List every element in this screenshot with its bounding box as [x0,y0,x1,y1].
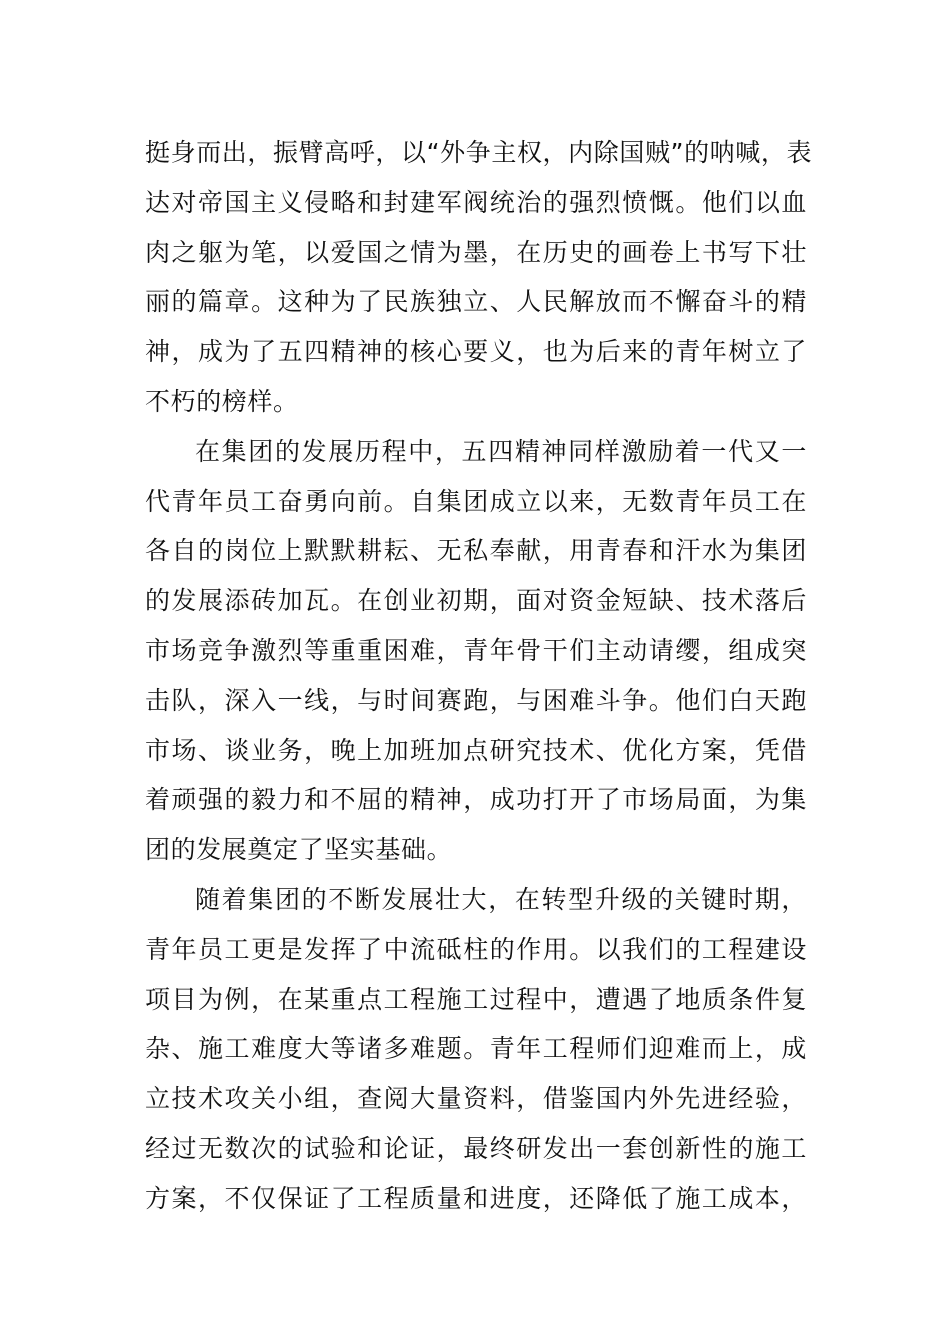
text-line: 经过无数次的试验和论证，最终研发出一套创新性的施工 [145,1133,807,1163]
text-line: 杂、施工难度大等诸多难题。青年工程师们迎难而上，成 [145,1034,807,1064]
paragraph-first-line: 在集团的发展历程中，五四精神同样激励着一代又一 [195,436,807,466]
text-line: 神，成为了五四精神的核心要义，也为后来的青年树立了 [145,337,807,367]
text-line: 团的发展奠定了坚实基础。 [145,835,453,865]
text-line: 项目为例，在某重点工程施工过程中，遭遇了地质条件复 [145,984,807,1014]
text-line: 立技术攻关小组，查阅大量资料，借鉴国内外先进经验， [145,1084,807,1114]
text-line: 不朽的榜样。 [145,386,299,416]
text-line: 肉之躯为笔，以爱国之情为墨，在历史的画卷上书写下壮 [145,237,807,267]
text-line: 代青年员工奋勇向前。自集团成立以来，无数青年员工在 [145,486,807,516]
text-line: 市场、谈业务，晚上加班加点研究技术、优化方案，凭借 [145,735,807,765]
text-line: 青年员工更是发挥了中流砥柱的作用。以我们的工程建设 [145,934,807,964]
text-line: 着顽强的毅力和不屈的精神，成功打开了市场局面，为集 [145,785,807,815]
text-line: 丽的篇章。这种为了民族独立、人民解放而不懈奋斗的精 [145,287,807,317]
document-body [145,128,813,1224]
paragraph-first-line: 随着集团的不断发展壮大，在转型升级的关键时期， [195,884,807,914]
text-line: 市场竞争激烈等重重困难，青年骨干们主动请缨，组成突 [145,635,807,665]
text-line: 达对帝国主义侵略和封建军阀统治的强烈愤慨。他们以血 [145,187,807,217]
text-line: 各自的岗位上默默耕耘、无私奉献，用青春和汗水为集团 [145,536,807,566]
text-line: 方案，不仅保证了工程质量和进度，还降低了施工成本， [145,1183,807,1213]
text-line: 的发展添砖加瓦。在创业初期，面对资金短缺、技术落后 [145,586,807,616]
text-line: 击队，深入一线，与时间赛跑，与困难斗争。他们白天跑 [145,685,807,715]
text-line: 挺身而出，振臂高呼，以“外争主权，内除国贼”的呐喊，表 [145,138,813,167]
